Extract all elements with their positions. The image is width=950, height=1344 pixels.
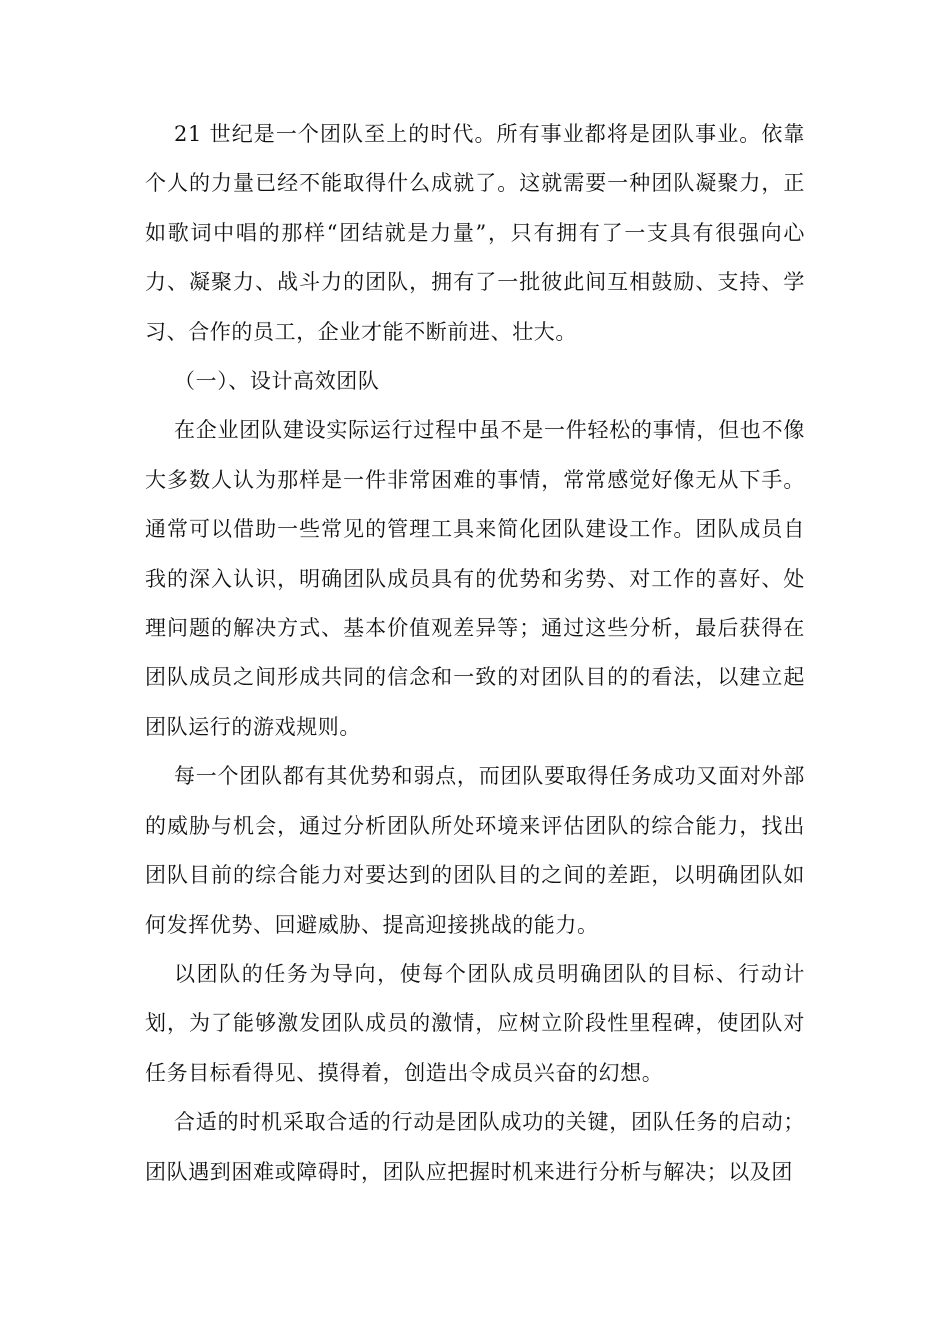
- paragraph-team-building: 在企业团队建设实际运行过程中虽不是一件轻松的事情，但也不像大多数人认为那样是一件非常困难的事情，常常感觉好像无从下手。通常可以借助一些常见的管理工具来简化团队建设工作。团队成员自我的深入认识，明确团队成员具有的优势和劣势、对工作的喜好、处理问题的解决方式、基本价值观差异等；通过这些分析，最后获得在团队成员之间形成共同的信念和一致的对团队目的的看法，以建立起团队运行的游戏规则。: [145, 418, 805, 739]
- paragraph-task-oriented: 以团队的任务为导向，使每个团队成员明确团队的目标、行动计划，为了能够激发团队成员的激情，应树立阶段性里程碑，使团队对任务目标看得见、摸得着，创造出令成员兴奋的幻想。: [145, 961, 805, 1085]
- paragraph-swot: 每一个团队都有其优势和弱点，而团队要取得任务成功又面对外部的威胁与机会，通过分析团队所处环境来评估团队的综合能力，找出团队目前的综合能力对要达到的团队目的之间的差距，以明确团队如何发挥优势、回避威胁、提高迎接挑战的能力。: [145, 764, 805, 937]
- paragraph-intro: 21 世纪是一个团队至上的时代。所有事业都将是团队事业。依靠个人的力量已经不能取得什么成就了。这就需要一种团队凝聚力，正如歌词中唱的那样“团结就是力量”，只有拥有了一支具有很强向心力、凝聚力、战斗力的团队，拥有了一批彼此间互相鼓励、支持、学习、合作的员工，企业才能不断前进、壮大。: [145, 122, 805, 344]
- document-page: [145, 110, 805, 1197]
- paragraph-timing: 合适的时机采取合适的行动是团队成功的关键，团队任务的启动；团队遇到困难或障碍时，团队应把握时机来进行分析与解决；以及团: [145, 1110, 805, 1184]
- section-heading: （一）、设计高效团队: [174, 369, 380, 394]
